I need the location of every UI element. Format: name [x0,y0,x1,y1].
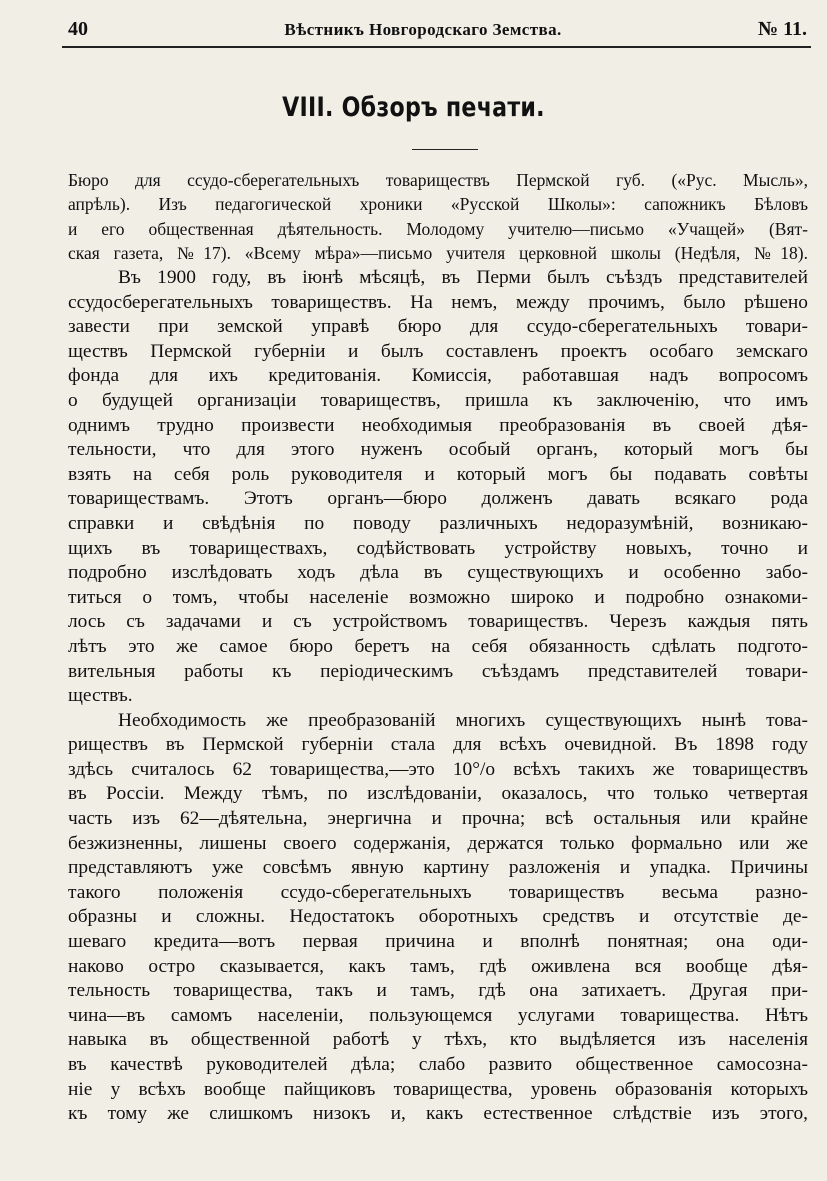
text-line: товариществамъ. Этотъ органъ—бюро долженъ давать всякаго рода [68,488,808,510]
text-line: безжизненны, лишены своего содержанія, держатся только формально или же [68,832,808,854]
text-line: лось съ задачами и съ устройствомъ товариществъ. Черезъ каждыя пять [68,611,808,633]
text-line: наково остро сказывается, какъ тамъ, гдѣ оживлена вся вообще дѣя- [68,955,808,977]
text-line: лѣтъ это же самое бюро беретъ на себя обязанность сдѣлать подгото- [68,635,808,657]
text-line: шеваго кредита—вотъ первая причина и вполнѣ понятная; она оди- [68,931,808,953]
text-line: здѣсь считалось 62 товарищества,—это 10°/о всѣхъ такихъ же товариществъ [68,758,808,780]
text-line: часть изъ 62—дѣятельна, энергична и прочна; всѣ остальныя или крайне [68,808,808,830]
text-line: Необходимость же преобразованій многихъ существующихъ нынѣ това- [118,709,808,731]
text-line: подробно изслѣдовать ходъ дѣла въ существующихъ и особенно забо- [68,562,808,584]
summary-line: ская газета, №17). «Всему мѣра»—письмо учителя церковной школы (Недѣля, №18). [68,242,808,263]
text-line: ссудосберегательныхъ товариществъ. На немъ, между прочимъ, было рѣшено [68,291,808,313]
text-line: такого положенія ссудо-сберегательныхъ товариществъ весьма разно- [68,881,808,903]
text-line: щихъ въ товариществахъ, содѣйствовать устройству новыхъ, точно и [68,537,808,559]
article-body [68,266,808,1127]
text-line: завести при земской управѣ бюро для ссудо-сберегательныхъ товари- [68,316,808,338]
text-line: ществъ. [68,685,133,707]
text-line: въ качествѣ руководителей дѣла; слабо развито общественное самосозна- [68,1054,808,1075]
journal-title: Вѣстникъ Новгородскаго Земства. [284,20,562,39]
text-line: взять на себя роль руководителя и который могъ бы подавать совѣты [68,463,808,485]
text-line: вительныя работы къ періодическимъ съѣздамъ представителей товари- [68,660,808,682]
header-rule [62,46,811,48]
title-divider [412,149,478,150]
text-line: о будущей организаціи товариществъ, пришла къ заключенію, что имъ [68,389,808,411]
summary-line: и его общественная дѣятельность. Молодому учителю—письмо «Учащей» (Вят- [68,218,808,239]
text-line: ніе у всѣхъ вообще пайщиковъ товарищества, уровень образованія которыхъ [68,1078,808,1100]
issue-number: № 11. [758,18,807,40]
text-line: навыка въ общественной работѣ у тѣхъ, кто выдѣляется изъ населенія [68,1029,808,1051]
page-number: 40 [68,18,88,40]
text-line: тельности, что для этого нуженъ особый органъ, который могъ бы [68,439,808,461]
summary-line: апрѣль). Изъ педагогической хроники «Русской Школы»: сапожникъ Бѣловъ [68,194,808,215]
text-line: ществъ Пермской губерніи и былъ составленъ проектъ особаго земскаго [68,340,808,362]
paragraph-2 [68,709,808,1127]
text-line: риществъ въ Пермской губерніи стала для всѣхъ очевидной. Въ 1898 году [68,734,808,756]
text-line: образны и сложны. Недостатокъ оборотныхъ средствъ и отсутствіе де- [68,906,808,928]
text-line: справки и свѣдѣнія по поводу различныхъ недоразумѣній, возникаю- [68,512,808,534]
text-line: представляютъ уже совсѣмъ явную картину разложенія и упадка. Причины [68,857,808,879]
section-title: VIII. Обзоръ печати. [282,92,545,123]
text-line: фонда для ихъ кредитованія. Комиссія, работавшая надъ вопросомъ [68,365,808,387]
text-line: чина—въ самомъ населеніи, пользующемся услугами товарищества. Нѣтъ [68,1004,808,1026]
paragraph-1 [68,266,808,709]
text-line: однимъ трудно произвести необходимыя преобразованія въ своей дѣя- [68,414,808,436]
text-line: Въ 1900 году, въ іюнѣ мѣсяцѣ, въ Перми былъ съѣздъ представителей [118,267,808,288]
text-line: къ тому же слишкомъ низокъ и, какъ естественное слѣдствіе изъ этого, [68,1103,808,1125]
text-line: тельность товарищества, такъ и тамъ, гдѣ она затихаетъ. Другая при- [68,980,808,1002]
summary-line: Бюро для ссудо-сберегательныхъ товариществъ Пермской губ. («Рус. Мысль», [68,170,808,190]
text-line: въ Россіи. Между тѣмъ, по изслѣдованіи, оказалось, что только четвертая [68,783,808,805]
section-summary [68,168,808,265]
text-line: титься о томъ, чтобы населеніе возможно широко и подробно ознакоми- [68,586,808,608]
